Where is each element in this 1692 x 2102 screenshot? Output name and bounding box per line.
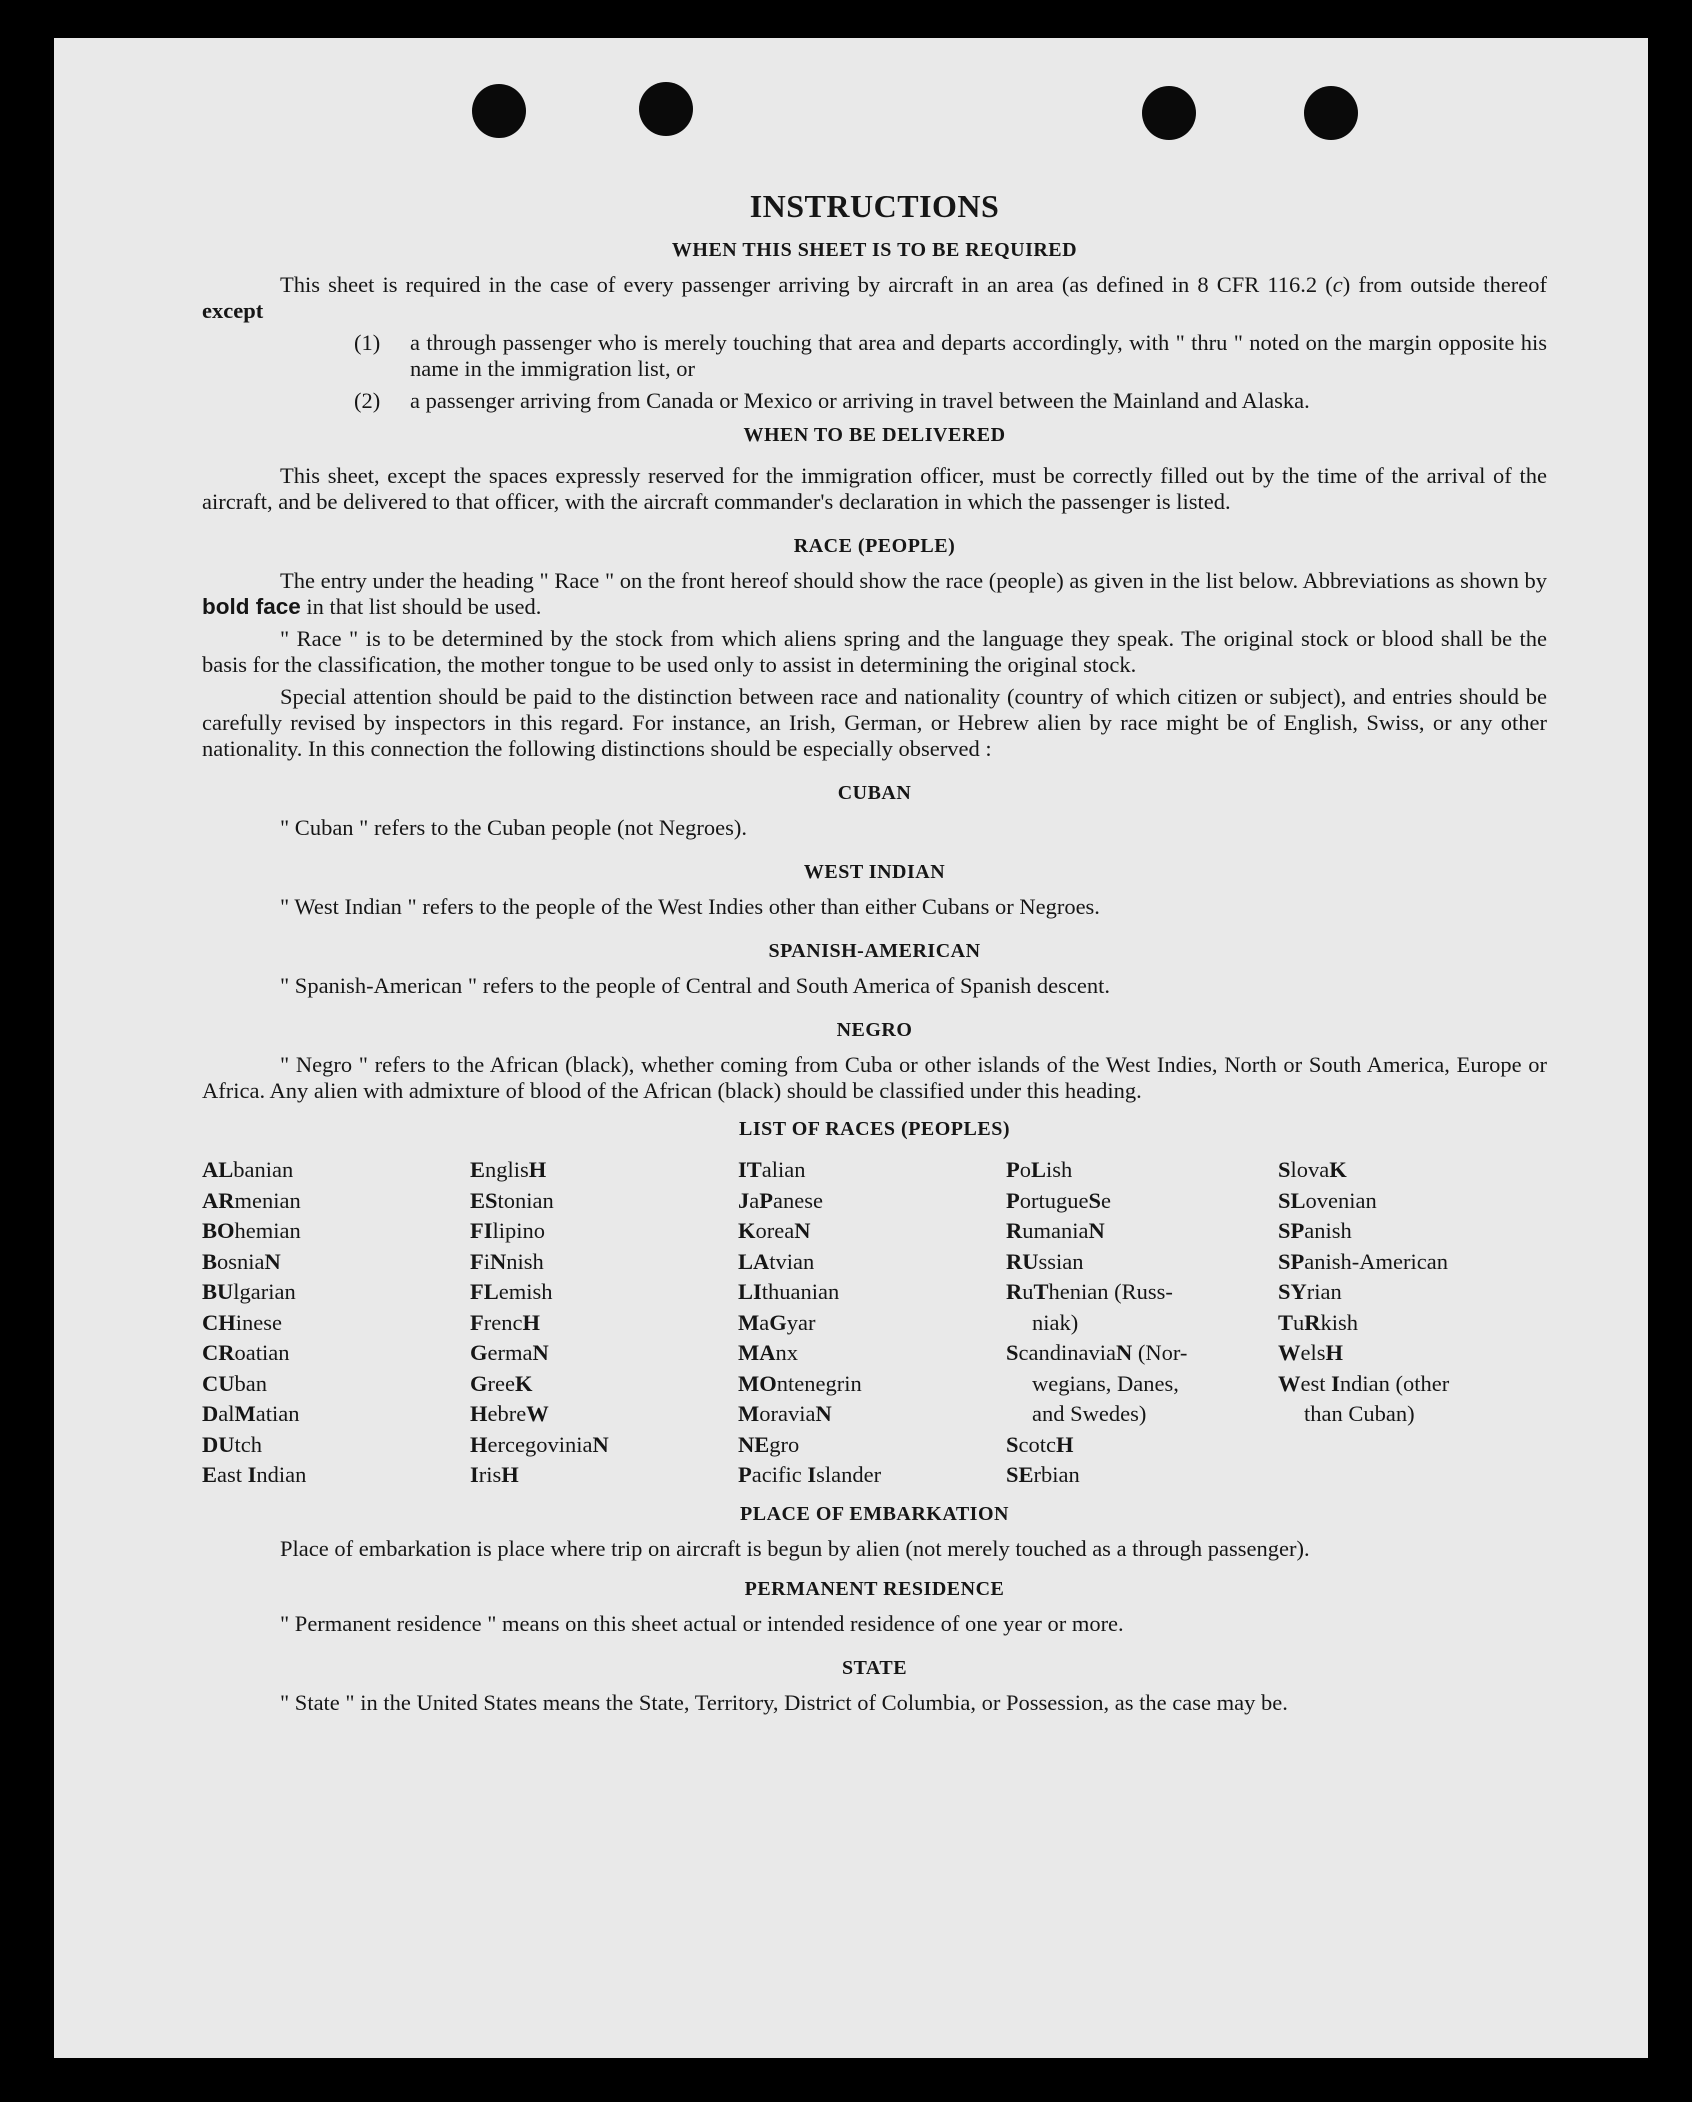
race-entry: RUssian	[1006, 1248, 1084, 1274]
heading-list-of-races: LIST OF RACES (PEOPLES)	[738, 1118, 1010, 1140]
race-entry: ScotcH	[1006, 1431, 1074, 1457]
punch-hole	[1142, 86, 1196, 140]
race-entry-continuation: niak)	[1032, 1309, 1079, 1335]
race-list	[202, 1155, 1547, 1491]
race-entry: MAnx	[738, 1340, 798, 1365]
embarkation-text: Place of embarkation is place where trip on aircraft is begun by alien (not merely touched as a through passenger).	[280, 1535, 1310, 1561]
instructions-content	[202, 188, 1547, 1716]
race-entry: LAtvian	[738, 1248, 815, 1274]
race-entry: SLovenian	[1278, 1187, 1377, 1213]
race-paragraph-2: " Race " is to be determined by the stock from which aliens spring and the language they speak. The original stock or blood shall be the basis for the classification, the mother tongue to be used only to assist in determining the original stock.	[202, 626, 1547, 677]
heading-spanish-american: SPANISH-AMERICAN	[768, 940, 981, 962]
heading-negro: NEGRO	[836, 1019, 913, 1041]
race-entry: BosniaN	[202, 1248, 281, 1274]
race-entry: NEgro	[738, 1431, 800, 1457]
race-entry: RumaniaN	[1006, 1218, 1105, 1243]
exception-item-2: (2) a passenger arriving from Canada or Mexico or arriving in travel between the Mainland and Alaska.	[354, 388, 1310, 413]
race-entry: ITalian	[738, 1157, 806, 1182]
heading-race: RACE (PEOPLE)	[793, 535, 956, 557]
race-entry: WelsH	[1278, 1340, 1344, 1365]
heading-permanent-residence: PERMANENT RESIDENCE	[744, 1577, 1005, 1600]
race-entry: DalMatian	[202, 1401, 300, 1426]
punch-hole	[472, 84, 526, 138]
race-entry: RuThenian (Russ-	[1006, 1279, 1173, 1304]
race-column-5	[1278, 1155, 1498, 1491]
race-entry: PortugueSe	[1006, 1187, 1111, 1213]
race-column-1	[202, 1155, 470, 1491]
race-entry: SYrian	[1278, 1279, 1342, 1304]
race-entry: MoraviaN	[738, 1401, 832, 1426]
race-entry: FiNnish	[470, 1248, 544, 1274]
race-entry: JaPanese	[738, 1187, 823, 1213]
heading-when-delivered: WHEN TO BE DELIVERED	[743, 424, 1006, 446]
state-text: " State " in the United States means the State, Territory, District of Columbia, or Possession, as the case may be.	[280, 1689, 1288, 1715]
race-entry: MOntenegrin	[738, 1370, 862, 1396]
race-entry: GreeK	[470, 1370, 533, 1396]
race-entry: BUlgarian	[202, 1279, 296, 1304]
race-entry: SPanish	[1278, 1218, 1352, 1243]
punch-hole	[1304, 86, 1358, 140]
race-entry: PoLish	[1006, 1157, 1073, 1182]
race-entry: SPanish-American	[1278, 1248, 1448, 1274]
race-entry: East Indian	[202, 1462, 307, 1487]
race-column-4	[1006, 1155, 1266, 1491]
race-entry-continuation: and Swedes)	[1032, 1401, 1147, 1426]
race-entry: BOhemian	[202, 1218, 301, 1243]
race-entry: CRoatian	[202, 1340, 290, 1365]
race-paragraph-3: Special attention should be paid to the distinction between race and nationality (country of which citizen or subject), and entries should be carefully revised by inspectors in this regard. For instance, an Irish, German, or Hebrew alien by race might be of English, Swiss, or any other nationality. In this connection the following distinctions should be especially observed :	[202, 684, 1547, 761]
race-entry: MaGyar	[738, 1309, 816, 1335]
race-entry: CUban	[202, 1370, 267, 1396]
race-entry: KoreaN	[738, 1218, 811, 1243]
race-paragraph-1: The entry under the heading " Race " on the front hereof should show the race (people) as given in the list below. Abbreviations as shown by bold face in that list should be used.	[202, 568, 1547, 619]
race-entry-continuation: wegians, Danes,	[1032, 1370, 1179, 1396]
race-entry: SlovaK	[1278, 1157, 1347, 1182]
race-entry: FLemish	[470, 1279, 553, 1304]
race-entry: LIthuanian	[738, 1279, 840, 1304]
race-entry: HebreW	[470, 1401, 549, 1426]
race-column-2	[470, 1155, 738, 1491]
race-entry: West Indian (other	[1278, 1370, 1450, 1396]
race-entry: DUtch	[202, 1431, 262, 1457]
spanish-american-text: " Spanish-American " refers to the people of Central and South America of Spanish descent.	[280, 973, 1111, 998]
heading-state: STATE	[841, 1656, 908, 1679]
exception-item-1: (1) a through passenger who is merely touching that area and departs accordingly, with " thru " noted on the margin opposite his name in the immigration list, or	[354, 330, 1547, 381]
race-entry: CHinese	[202, 1309, 282, 1335]
negro-text: " Negro " refers to the African (black), whether coming from Cuba or other islands of the West Indies, North or South America, Europe or Africa. Any alien with admixture of blood of the African (black) should be classified under this heading.	[202, 1052, 1547, 1103]
document-page	[54, 38, 1648, 2058]
heading-when-required: WHEN THIS SHEET IS TO BE REQUIRED	[671, 239, 1078, 261]
west-indian-text: " West Indian " refers to the people of the West Indies other than either Cubans or Negroes.	[280, 894, 1100, 919]
race-entry: TuRkish	[1278, 1309, 1359, 1335]
race-entry: IrisH	[470, 1462, 519, 1487]
race-entry: ALbanian	[202, 1157, 294, 1182]
race-entry: Pacific Islander	[738, 1462, 882, 1487]
race-entry: FIlipino	[470, 1218, 546, 1243]
race-entry: HercegoviniaN	[470, 1431, 609, 1457]
race-entry: FrencH	[470, 1309, 540, 1335]
race-entry: GermaN	[470, 1340, 549, 1365]
when-delivered-text: This sheet, except the spaces expressly reserved for the immigration officer, must be correctly filled out by the time of the arrival of the aircraft, and be delivered to that officer, with the aircraft commander's declaration in which the passenger is listed.	[202, 463, 1547, 514]
race-entry: SErbian	[1006, 1462, 1080, 1487]
when-required-text: This sheet is required in the case of every passenger arriving by aircraft in an area (as defined in 8 CFR 116.2 (c) from outside thereof except	[202, 272, 1547, 323]
heading-cuban: CUBAN	[837, 782, 912, 804]
race-entry: ARmenian	[202, 1187, 301, 1213]
race-entry: EStonian	[470, 1187, 554, 1213]
race-entry: EnglisH	[470, 1157, 547, 1182]
cuban-text: " Cuban " refers to the Cuban people (not Negroes).	[280, 815, 747, 840]
race-column-3	[738, 1155, 1006, 1491]
heading-embarkation: PLACE OF EMBARKATION	[740, 1502, 1009, 1525]
permanent-residence-text: " Permanent residence " means on this sheet actual or intended residence of one year or more.	[280, 1610, 1124, 1636]
race-entry-continuation: than Cuban)	[1304, 1401, 1415, 1426]
heading-west-indian: WEST INDIAN	[803, 861, 946, 883]
page-title: INSTRUCTIONS	[749, 188, 1000, 224]
punch-hole	[639, 82, 693, 136]
race-entry: ScandinaviaN (Nor-	[1006, 1340, 1188, 1365]
